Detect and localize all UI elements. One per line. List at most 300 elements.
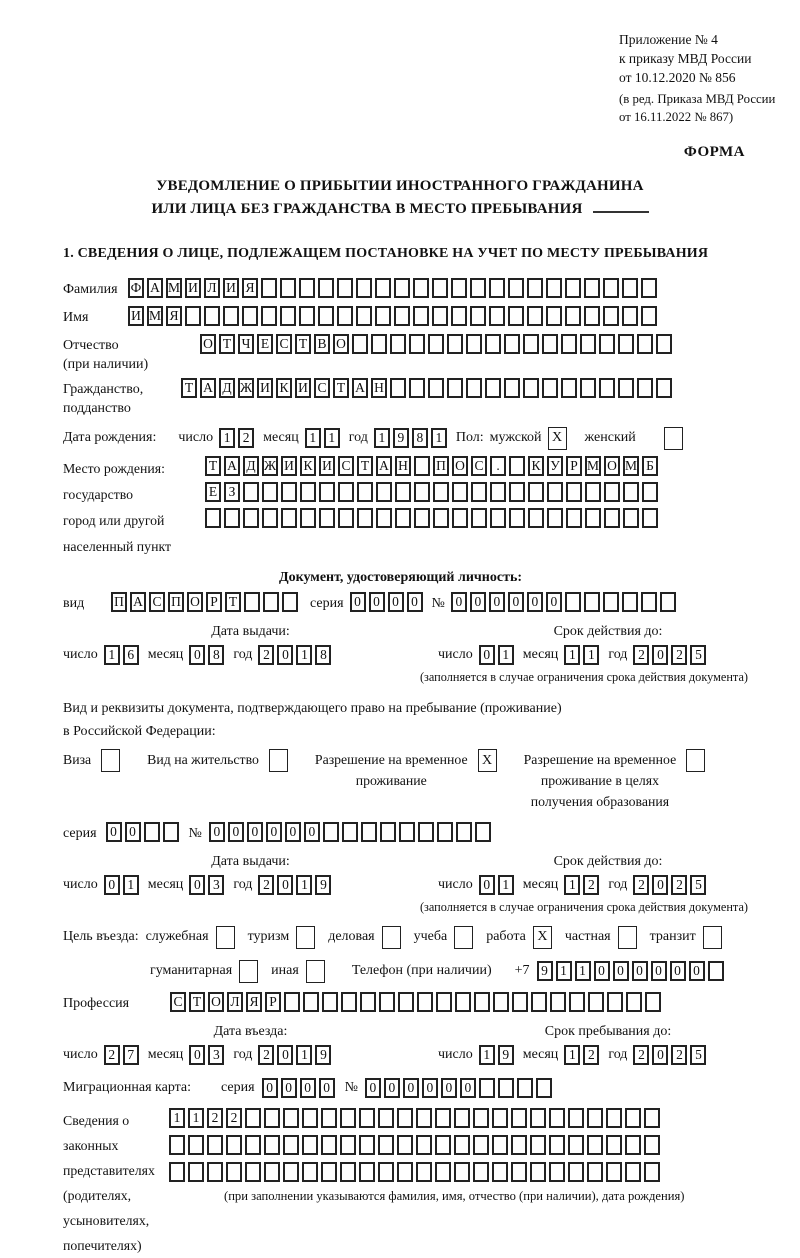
char-cell	[280, 278, 296, 298]
char-cell	[319, 482, 335, 502]
female-label: женский	[584, 430, 636, 445]
profession-cells	[170, 992, 664, 1012]
entry-day	[104, 1045, 142, 1065]
permit-number-label: №	[188, 826, 202, 841]
char-cell: 0	[652, 1045, 668, 1065]
char-cell	[504, 378, 520, 398]
char-cell	[281, 508, 297, 528]
month-word: месяц	[263, 430, 299, 445]
char-cell: С	[314, 378, 330, 398]
title-blank-underline	[593, 199, 649, 213]
char-cell	[262, 508, 278, 528]
char-cell	[508, 278, 524, 298]
char-cell	[642, 482, 658, 502]
char-cell: М	[147, 306, 163, 326]
char-cell	[224, 508, 240, 528]
char-cell: Т	[225, 592, 241, 612]
order-reference	[619, 30, 778, 126]
char-cell: Т	[181, 378, 197, 398]
char-cell: С	[170, 992, 186, 1012]
char-cell: 0	[106, 822, 122, 842]
char-cell: 0	[403, 1078, 419, 1098]
char-cell	[263, 592, 279, 612]
char-cell: Т	[357, 456, 373, 476]
doc-expiry-day	[479, 645, 517, 665]
birth-place-row-1	[205, 456, 661, 476]
char-cell: 0	[228, 822, 244, 842]
char-cell	[375, 306, 391, 326]
char-cell	[546, 278, 562, 298]
char-cell	[568, 1162, 584, 1182]
char-cell: Т	[189, 992, 205, 1012]
char-cell	[321, 1162, 337, 1182]
char-cell	[261, 278, 277, 298]
option-education-residence: Разрешение на временное проживание в целях получения образования	[524, 749, 706, 812]
char-cell: Н	[371, 378, 387, 398]
char-cell: 0	[652, 645, 668, 665]
char-cell	[473, 1162, 489, 1182]
char-cell: 2	[583, 875, 599, 895]
order-date-line: от 10.12.2020 № 856	[619, 70, 736, 85]
char-cell: А	[147, 278, 163, 298]
char-cell	[284, 992, 300, 1012]
char-cell	[283, 1162, 299, 1182]
char-cell: 1	[324, 428, 340, 448]
char-cell: 0	[369, 592, 385, 612]
char-cell: 3	[208, 875, 224, 895]
char-cell	[455, 992, 471, 1012]
char-cell: Р	[265, 992, 281, 1012]
permit-expiry-day	[479, 875, 517, 895]
char-cell	[398, 992, 414, 1012]
char-cell: А	[130, 592, 146, 612]
char-cell: А	[200, 378, 216, 398]
char-cell: М	[585, 456, 601, 476]
char-cell: 0	[189, 875, 205, 895]
identity-doc-dates: Дата выдачи: число 1 6 месяц 0 8 год 2 0 1 8 Срок действия до: число 0 1 месяц 1 1 год 2 0 2 5	[63, 624, 778, 667]
char-cell	[527, 278, 543, 298]
representatives-labels: Сведения о законных представителях (родителях, усыновителях, попечителях)	[63, 1113, 155, 1253]
surname-cells	[128, 278, 660, 298]
birth-date-row	[63, 426, 778, 450]
char-cell: 9	[315, 875, 331, 895]
char-cell	[660, 592, 676, 612]
char-cell	[656, 378, 672, 398]
char-cell: 0	[104, 875, 120, 895]
entry-year	[258, 1045, 334, 1065]
char-cell: 2	[258, 1045, 274, 1065]
char-cell: 1	[104, 645, 120, 665]
char-cell: И	[223, 278, 239, 298]
migration-card-row	[63, 1076, 778, 1100]
purpose-official-checkbox	[216, 926, 235, 949]
char-cell	[447, 334, 463, 354]
char-cell	[623, 508, 639, 528]
temporary-residence-checkbox: X	[478, 749, 497, 772]
char-cell	[416, 1162, 432, 1182]
char-cell	[340, 1162, 356, 1182]
char-cell	[528, 508, 544, 528]
char-cell	[603, 592, 619, 612]
char-cell: 5	[690, 875, 706, 895]
profession-label: Профессия	[63, 996, 130, 1011]
char-cell	[432, 278, 448, 298]
char-cell	[547, 508, 563, 528]
char-cell	[604, 508, 620, 528]
char-cell	[625, 1135, 641, 1155]
char-cell: 1	[575, 961, 591, 981]
char-cell	[587, 1108, 603, 1128]
representatives-block	[63, 1108, 778, 1258]
entry-month	[189, 1045, 227, 1065]
char-cell	[656, 334, 672, 354]
char-cell: 1	[219, 428, 235, 448]
char-cell: Ж	[262, 456, 278, 476]
doc-kind-label: вид	[63, 596, 85, 611]
char-cell	[470, 306, 486, 326]
char-cell	[622, 592, 638, 612]
char-cell	[588, 992, 604, 1012]
name-label: Имя	[63, 310, 89, 325]
char-cell	[471, 508, 487, 528]
permit-issue-heading: Дата выдачи:	[211, 854, 290, 869]
char-cell	[242, 306, 258, 326]
char-cell	[490, 508, 506, 528]
char-cell	[626, 992, 642, 1012]
char-cell: Ф	[128, 278, 144, 298]
char-cell: О	[187, 592, 203, 612]
char-cell	[390, 378, 406, 398]
migration-card-label: Миграционная карта:	[63, 1080, 192, 1095]
patronymic-row	[63, 334, 778, 374]
char-cell: О	[200, 334, 216, 354]
char-cell	[435, 1162, 451, 1182]
char-cell	[376, 508, 392, 528]
char-cell	[261, 306, 277, 326]
birth-place-row-3	[205, 508, 661, 528]
phone-label: Телефон (при наличии)	[351, 963, 492, 978]
phone-prefix: +7	[514, 963, 530, 978]
char-cell	[437, 822, 453, 842]
char-cell	[549, 1135, 565, 1155]
char-cell	[378, 1108, 394, 1128]
char-cell: 1	[296, 645, 312, 665]
char-cell	[262, 482, 278, 502]
surname-label: Фамилия	[63, 282, 118, 297]
char-cell: 1	[564, 875, 580, 895]
char-cell	[245, 1162, 261, 1182]
entry-date-heading: Дата въезда:	[213, 1024, 288, 1039]
char-cell: 0	[350, 592, 366, 612]
char-cell	[622, 278, 638, 298]
char-cell: Е	[257, 334, 273, 354]
char-cell	[318, 306, 334, 326]
char-cell	[523, 378, 539, 398]
char-cell: 1	[498, 875, 514, 895]
char-cell	[511, 1135, 527, 1155]
char-cell	[456, 822, 472, 842]
purpose-study-checkbox	[454, 926, 473, 949]
char-cell	[300, 482, 316, 502]
doc-series-cells	[350, 592, 426, 612]
char-cell	[282, 592, 298, 612]
char-cell	[243, 508, 259, 528]
char-cell	[188, 1135, 204, 1155]
char-cell: 1	[479, 1045, 495, 1065]
representatives-row-1	[169, 1108, 684, 1128]
char-cell: З	[224, 482, 240, 502]
char-cell	[509, 508, 525, 528]
char-cell: Д	[219, 378, 235, 398]
char-cell	[565, 592, 581, 612]
male-checkbox: X	[548, 427, 567, 450]
char-cell	[428, 378, 444, 398]
char-cell	[584, 306, 600, 326]
year-word: год	[348, 430, 368, 445]
char-cell	[413, 278, 429, 298]
permit-issue-month	[189, 875, 227, 895]
form-title-line2: ИЛИ ЛИЦА БЕЗ ГРАЖДАНСТВА В МЕСТО ПРЕБЫВАНИЯ	[0, 198, 800, 221]
char-cell	[473, 1108, 489, 1128]
char-cell	[356, 278, 372, 298]
permit-issue-year	[258, 875, 334, 895]
char-cell: 9	[315, 1045, 331, 1065]
char-cell: 0	[489, 592, 505, 612]
char-cell	[416, 1108, 432, 1128]
char-cell: И	[281, 456, 297, 476]
char-cell	[433, 508, 449, 528]
char-cell: А	[352, 378, 368, 398]
char-cell	[454, 1162, 470, 1182]
option-temporary-residence: Разрешение на временное проживание X	[315, 749, 497, 791]
char-cell	[565, 306, 581, 326]
char-cell: 0	[470, 592, 486, 612]
residence-doc-options	[63, 749, 778, 812]
doc-issue-day	[104, 645, 142, 665]
permit-number-cells	[209, 822, 494, 842]
char-cell	[490, 482, 506, 502]
char-cell	[207, 1135, 223, 1155]
char-cell	[475, 822, 491, 842]
identity-doc-heading: Документ, удостоверяющий личность:	[278, 570, 523, 585]
char-cell	[523, 334, 539, 354]
char-cell	[144, 822, 160, 842]
visit-purpose-row-1: Цель въезда: служебная туризм деловая учеба работа X частная транзит	[63, 925, 778, 949]
char-cell	[321, 1108, 337, 1128]
char-cell: 0	[247, 822, 263, 842]
char-cell	[436, 992, 452, 1012]
char-cell	[303, 992, 319, 1012]
char-cell	[485, 334, 501, 354]
stay-day	[479, 1045, 517, 1065]
char-cell	[361, 822, 377, 842]
char-cell	[473, 1135, 489, 1155]
char-cell: Т	[333, 378, 349, 398]
doc-expiry-year	[633, 645, 709, 665]
char-cell: Р	[206, 592, 222, 612]
char-cell	[414, 482, 430, 502]
purpose-label: Цель въезда:	[63, 929, 139, 944]
char-cell	[492, 1135, 508, 1155]
char-cell	[618, 334, 634, 354]
migration-number-label: №	[344, 1080, 358, 1095]
char-cell	[416, 1135, 432, 1155]
char-cell	[352, 334, 368, 354]
char-cell	[603, 278, 619, 298]
char-cell: И	[257, 378, 273, 398]
char-cell	[485, 378, 501, 398]
char-cell: И	[319, 456, 335, 476]
char-cell: 0	[262, 1078, 278, 1098]
char-cell: М	[166, 278, 182, 298]
char-cell: 1	[305, 428, 321, 448]
char-cell: 2	[671, 1045, 687, 1065]
char-cell: 0	[304, 822, 320, 842]
char-cell	[587, 1135, 603, 1155]
char-cell: 3	[208, 1045, 224, 1065]
char-cell	[561, 334, 577, 354]
char-cell: О	[604, 456, 620, 476]
char-cell: 0	[266, 822, 282, 842]
char-cell: 0	[689, 961, 705, 981]
residence-doc-dates: Дата выдачи: число 0 1 месяц 0 3 год 2 0 1 9 Срок действия до: число 0 1 месяц 1 2 год 2 0 2 5	[63, 854, 778, 897]
char-cell: 0	[670, 961, 686, 981]
char-cell	[479, 1078, 495, 1098]
char-cell	[585, 482, 601, 502]
char-cell	[530, 1108, 546, 1128]
char-cell	[318, 278, 334, 298]
profession-row	[63, 992, 778, 1016]
char-cell	[371, 334, 387, 354]
char-cell	[511, 1162, 527, 1182]
char-cell	[169, 1162, 185, 1182]
char-cell	[641, 278, 657, 298]
char-cell: Б	[642, 456, 658, 476]
char-cell	[245, 1135, 261, 1155]
char-cell: 2	[671, 875, 687, 895]
char-cell: 0	[277, 1045, 293, 1065]
char-cell	[569, 992, 585, 1012]
char-cell: 9	[393, 428, 409, 448]
char-cell	[644, 1162, 660, 1182]
char-cell: 0	[125, 822, 141, 842]
stay-until-heading: Срок пребывания до:	[544, 1024, 672, 1039]
char-cell	[606, 1162, 622, 1182]
birth-day-cells	[219, 428, 257, 448]
char-cell: 0	[546, 592, 562, 612]
char-cell: 8	[315, 645, 331, 665]
permit-series-cells	[106, 822, 182, 842]
doc-expiry-note: (заполняется в случае ограничения срока действия документа)	[419, 670, 748, 684]
char-cell: 2	[226, 1108, 242, 1128]
char-cell	[244, 592, 260, 612]
char-cell: 1	[556, 961, 572, 981]
char-cell	[414, 508, 430, 528]
char-cell: 1	[296, 875, 312, 895]
char-cell	[549, 1162, 565, 1182]
char-cell	[359, 1135, 375, 1155]
char-cell	[451, 278, 467, 298]
char-cell	[584, 278, 600, 298]
birth-place-cells	[205, 456, 661, 534]
char-cell: 1	[498, 645, 514, 665]
char-cell: 0	[441, 1078, 457, 1098]
char-cell	[435, 1135, 451, 1155]
char-cell: 2	[633, 1045, 649, 1065]
char-cell	[394, 306, 410, 326]
stay-month	[564, 1045, 602, 1065]
doc-issue-year	[258, 645, 334, 665]
char-cell: 0	[277, 875, 293, 895]
char-cell: 1	[374, 428, 390, 448]
char-cell	[644, 1135, 660, 1155]
char-cell	[321, 1135, 337, 1155]
char-cell	[645, 992, 661, 1012]
migration-series-cells	[262, 1078, 338, 1098]
citizenship-label: Гражданство, подданство	[63, 382, 144, 416]
char-cell: 0	[594, 961, 610, 981]
char-cell: 9	[498, 1045, 514, 1065]
char-cell	[509, 482, 525, 502]
char-cell	[394, 278, 410, 298]
char-cell	[618, 378, 634, 398]
male-label: мужской	[489, 430, 542, 445]
char-cell: 0	[300, 1078, 316, 1098]
purpose-work-checkbox: X	[533, 926, 552, 949]
name-row	[63, 306, 778, 330]
char-cell: Т	[295, 334, 311, 354]
char-cell	[489, 278, 505, 298]
char-cell	[397, 1108, 413, 1128]
doc-issue-heading: Дата выдачи:	[211, 624, 290, 639]
char-cell	[226, 1162, 242, 1182]
purpose-transit-checkbox	[703, 926, 722, 949]
char-cell	[302, 1108, 318, 1128]
char-cell	[302, 1162, 318, 1182]
form-label: ФОРМА	[683, 144, 745, 160]
char-cell	[395, 508, 411, 528]
char-cell	[568, 1135, 584, 1155]
char-cell: 8	[412, 428, 428, 448]
form-title	[0, 175, 800, 221]
doc-expiry-heading: Срок действия до:	[553, 624, 663, 639]
char-cell	[409, 334, 425, 354]
char-cell	[300, 508, 316, 528]
char-cell	[283, 1108, 299, 1128]
char-cell: .	[490, 456, 506, 476]
representatives-row-2	[169, 1135, 684, 1155]
char-cell: 0	[209, 822, 225, 842]
char-cell	[604, 482, 620, 502]
char-cell	[299, 278, 315, 298]
char-cell: 1	[123, 875, 139, 895]
char-cell: Л	[227, 992, 243, 1012]
char-cell	[531, 992, 547, 1012]
char-cell	[565, 278, 581, 298]
char-cell	[205, 508, 221, 528]
char-cell: 5	[690, 1045, 706, 1065]
visit-purpose-row-2: гуманитарная иная Телефон (при наличии) +7 9 1 1 0 0 0 0 0 0	[63, 959, 778, 983]
char-cell: К	[300, 456, 316, 476]
char-cell: С	[338, 456, 354, 476]
char-cell	[607, 992, 623, 1012]
char-cell: Ч	[238, 334, 254, 354]
birth-year-cells	[374, 428, 450, 448]
char-cell	[622, 306, 638, 326]
char-cell	[547, 482, 563, 502]
char-cell	[542, 378, 558, 398]
char-cell	[360, 992, 376, 1012]
